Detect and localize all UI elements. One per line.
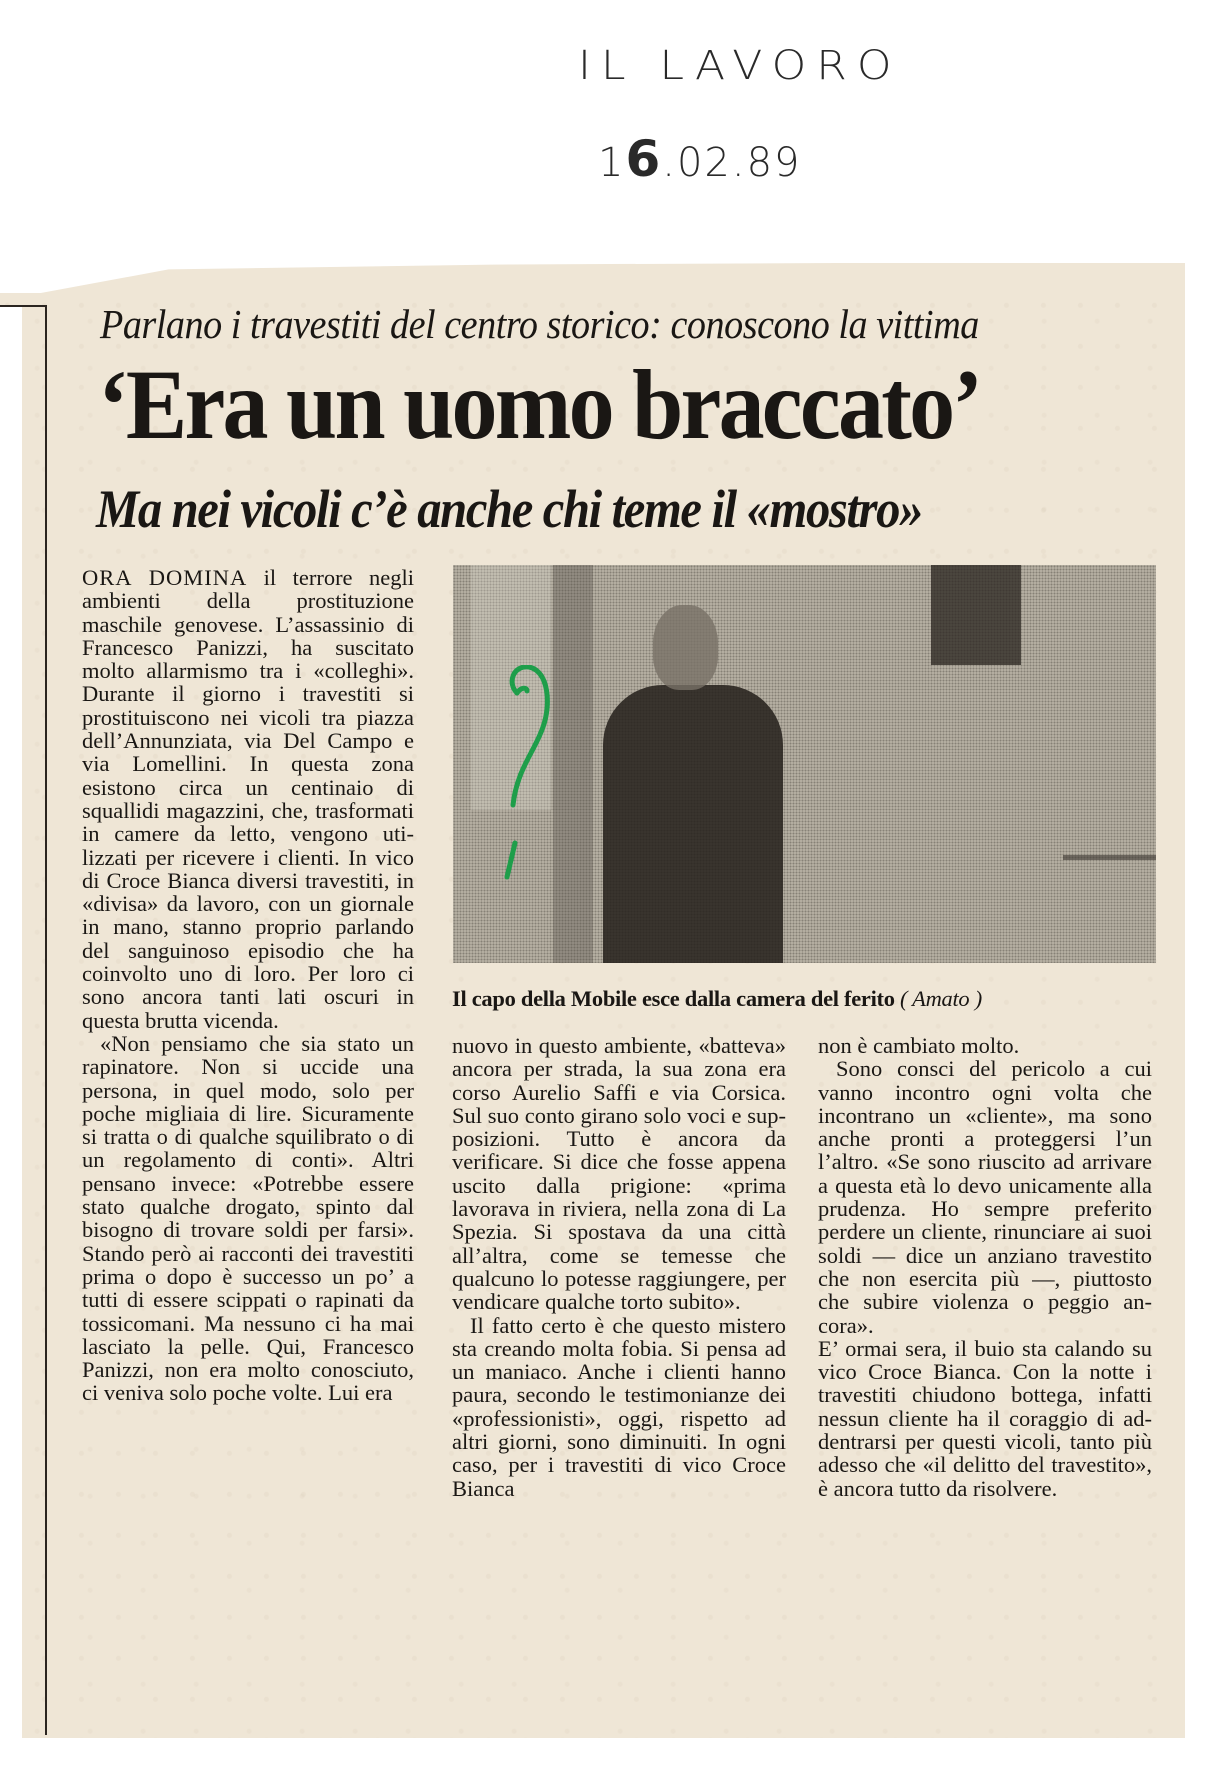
photo-man-coat <box>603 685 783 963</box>
article-column-3 <box>818 1034 1152 1500</box>
paragraph: Il fatto certo è che questo mistero sta creando molta fobia. Si pensa ad un maniaco. Anche i clienti hanno paura, secondo le testimonianze dei «professionisti», oggi, rispetto ad altri giorni, sono diminuiti. In ogni caso, per i travestiti di vico Croce Bianca <box>452 1312 786 1501</box>
news-photo <box>453 565 1156 963</box>
lead-in: ORA DOMINA <box>82 565 248 590</box>
paragraph: non è cambiato molto. <box>818 1033 1020 1058</box>
green-question-mark-icon <box>503 665 563 895</box>
handwritten-date <box>598 130 801 188</box>
paragraph: E’ ormai sera, il buio sta calando su vico Croce Bianca. Con la notte i travestiti chiudono bottega, infatti nessun cliente ha il coraggio di addentrarsi per questi vicoli, tanto più adesso che «il delitto del travestito», è ancora tutto da risolvere. <box>818 1335 1152 1501</box>
photo-credit: ( Amato ) <box>900 986 982 1011</box>
photo-window <box>931 565 1021 665</box>
article-kicker: Parlano i travestiti del centro storico: conoscono la vittima <box>100 301 979 347</box>
handwritten-newspaper-name: IL LAVORO <box>578 42 902 89</box>
article-subheadline: Ma nei vicoli c’è anche chi teme il «mostro» <box>96 479 923 539</box>
caption-text: Il capo della Mobile esce dalla camera del ferito <box>452 986 895 1011</box>
photo-man-head <box>653 605 718 690</box>
paragraph-text: il terrore negli ambienti della prostituzione maschile genovese. L’assassinio di Francesco Panizzi, ha suscitato molto allarmismo tra i «colleghi». Durante il giorno i travestiti si prostituiscono nei vicoli tra piazza dell’Annunziata, via Del Campo e via Lomellini. In questa zona esistono circa un centinaio di squallidi magazzini, che, trasformati in camere da letto, vengono utilizzati per ricevere i clienti. In vico di Croce Bianca diversi travestiti, in «divisa» da lavoro, con un giornale in mano, stanno proprio parlando del sanguinoso episodio che ha coinvolto uno di loro. Per loro ci sono ancora tanti lati oscuri in questa brutta vicenda. <box>82 565 414 1033</box>
paragraph: «Non pensiamo che sia stato un rapinatore. Non si uccide una persona, in quel modo, solo per poche migliaia di lire. Sicuramente si tratta o di qualche squilibrato o di un regolamento di conti». Altri pensano invece: «Potrebbe essere stato qualche drogato, spinto dal bisogno di trovare soldi per farsi». Stando però ai racconti dei travestiti prima o dopo è successo un po’ a tutti di essere scippati o rapinati da tossicomani. Ma nessuno ci ha mai lasciato la pelle. Qui, Francesco Panizzi, non era molto conosciuto, ci veniva solo poche volte. Lui era <box>82 1030 414 1406</box>
article-headline: ‘Era un uomo braccato’ <box>98 349 981 460</box>
photo-shelf <box>1063 855 1156 860</box>
date-overwritten-digit: 6 <box>625 130 663 188</box>
date-rest: .02.89 <box>662 140 802 186</box>
paragraph <box>82 566 414 1032</box>
rule-horizontal <box>0 305 47 307</box>
photo-caption <box>452 986 1152 1012</box>
paragraph: Sono consci del pericolo a cui vanno incontro ogni volta che incontrano un «cliente», ma sono anche pronti a proteggersi l’un l’altro. «Se sono riuscito ad arrivare a questa età lo devo unicamente alla prudenza. Ho sempre preferito perdere un cliente, rinunciare ai suoi soldi — dice un anziano travestito che non esercita più —, piuttosto che subire violenza o peggio ancora». <box>818 1056 1152 1338</box>
paragraph: nuovo in questo ambiente, «batteva» ancora per strada, la sua zona era corso Aurelio Saffi e via Corsica. Sul suo conto girano solo voci e supposizioni. Tutto è ancora da verificare. Si dice che fosse appena uscito dalla prigione: «prima lavorava in riviera, nella zona di La Spezia. Si spostava da una città all’altra, come se temesse che qualcuno lo potesse raggiungere, per vendicare qualche torto subito». <box>452 1033 786 1315</box>
article-column-1 <box>82 566 414 1405</box>
left-margin <box>0 307 22 1738</box>
rule-vertical <box>45 305 47 1735</box>
article-column-2 <box>452 1034 786 1500</box>
date-prefix: 1 <box>598 140 626 186</box>
